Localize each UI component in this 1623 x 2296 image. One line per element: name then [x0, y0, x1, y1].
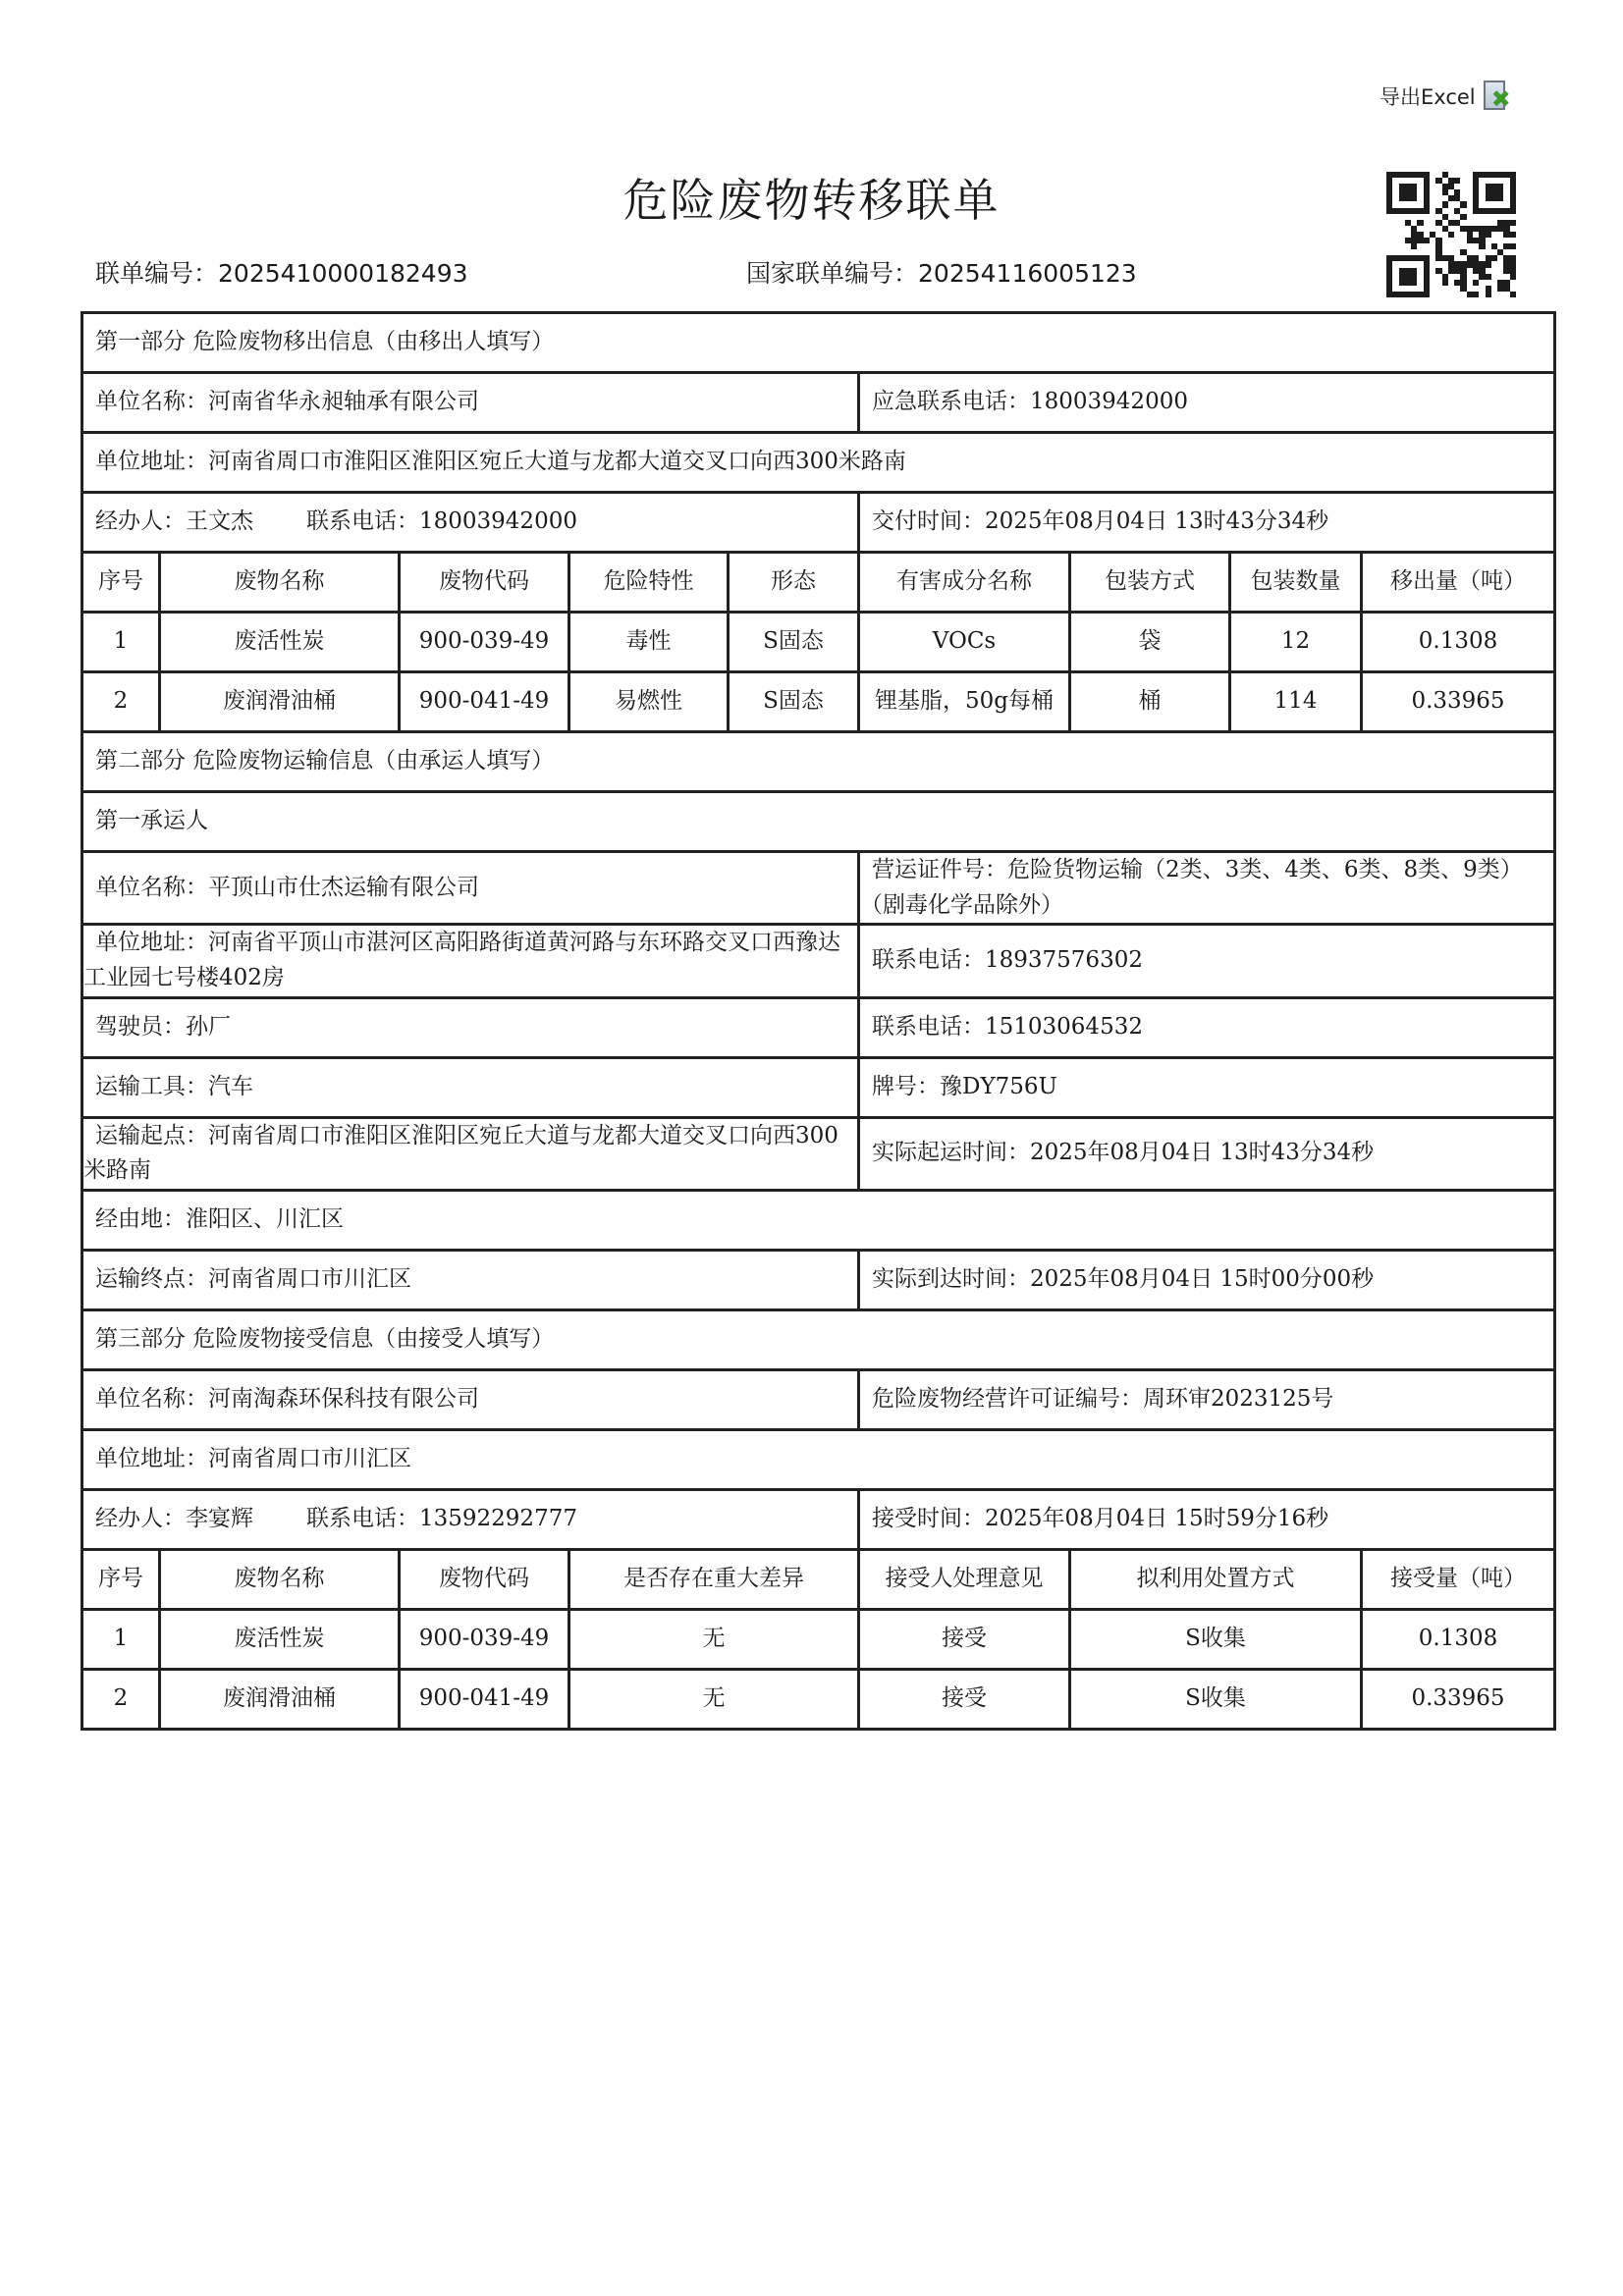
- part1-handler-cell: [82, 493, 859, 553]
- cell-form: S固态: [729, 672, 859, 732]
- part2-driver-phone: 联系电话：15103064532: [859, 997, 1555, 1057]
- col-header: 序号: [82, 1549, 160, 1609]
- col-header: 移出量（吨）: [1362, 553, 1555, 613]
- qr-module: [1510, 220, 1516, 226]
- cell-disposal-method: S收集: [1070, 1669, 1362, 1729]
- qr-module: [1486, 274, 1491, 280]
- cell-waste-code: 900-041-49: [400, 1669, 569, 1729]
- cell-discrepancy: 无: [569, 1609, 859, 1669]
- cell-discrepancy: 无: [569, 1669, 859, 1729]
- part3-handler-phone: 联系电话：13592292777: [306, 1506, 577, 1532]
- table-row: [82, 672, 1555, 732]
- carrier-heading: 第一承运人: [82, 792, 1555, 852]
- transfer-manifest-table: [81, 311, 1556, 1731]
- cell-package-count: 114: [1230, 672, 1362, 732]
- cell-waste-name: 废润滑油桶: [160, 1669, 400, 1729]
- export-excel-button[interactable]: [1380, 80, 1511, 112]
- cell-harmful-component: 锂基脂，50g每桶: [859, 672, 1070, 732]
- part3-columns-row: [82, 1549, 1555, 1609]
- cell-waste-code: 900-039-49: [400, 613, 569, 672]
- part1-handler: 经办人：王文杰: [95, 508, 253, 535]
- national-manifest-number: [746, 254, 1137, 290]
- manifest-number: [95, 254, 468, 290]
- part2-license: 营运证件号：危险货物运输（2类、3类、4类、6类、8类、9类）（剧毒化学品除外）: [859, 852, 1555, 925]
- cell-harmful-component: VOCs: [859, 613, 1070, 672]
- qr-module: [1424, 208, 1430, 214]
- cell-hazard: 毒性: [569, 613, 729, 672]
- part3-receive-time: 接受时间：2025年08月04日 15时59分16秒: [859, 1489, 1555, 1549]
- qr-module: [1510, 292, 1516, 297]
- qr-module: [1424, 238, 1430, 243]
- qr-module: [1486, 261, 1491, 267]
- part1-delivery-time: 交付时间：2025年08月04日 13时43分34秒: [859, 493, 1555, 553]
- cell-hazard: 易燃性: [569, 672, 729, 732]
- cell-quantity: 0.1308: [1362, 613, 1555, 672]
- table-row: [82, 1669, 1555, 1729]
- qr-module: [1460, 201, 1466, 207]
- part1-unit-address: 单位地址：河南省周口市淮阳区淮阳区宛丘大道与龙都大道交叉口向西300米路南: [82, 433, 1555, 493]
- col-header: 废物代码: [400, 553, 569, 613]
- part3-permit: 危险废物经营许可证编号：周环审2023125号: [859, 1369, 1555, 1429]
- part1-heading-row: [82, 313, 1555, 373]
- part3-unit-name: 单位名称：河南淘森环保科技有限公司: [82, 1369, 859, 1429]
- cell-index: 1: [82, 1609, 160, 1669]
- col-header: 拟利用处置方式: [1070, 1549, 1362, 1609]
- col-header: 废物名称: [160, 553, 400, 613]
- cell-received-quantity: 0.1308: [1362, 1609, 1555, 1669]
- part1-emergency-phone: 应急联系电话：18003942000: [859, 373, 1555, 433]
- part3-heading: 第三部分 危险废物接受信息（由接受人填写）: [82, 1309, 1555, 1369]
- cell-package-count: 12: [1230, 613, 1362, 672]
- part2-unit-name: 单位名称：平顶山市仕杰运输有限公司: [82, 852, 859, 925]
- cell-index: 1: [82, 613, 160, 672]
- col-header: 废物名称: [160, 1549, 400, 1609]
- part2-destination: 运输终点：河南省周口市川汇区: [82, 1250, 859, 1309]
- col-header: 包装方式: [1070, 553, 1230, 613]
- qr-module: [1479, 243, 1485, 249]
- cell-disposal-method: S收集: [1070, 1609, 1362, 1669]
- cell-waste-name: 废活性炭: [160, 1609, 400, 1669]
- national-number-value: 20254116005123: [918, 259, 1137, 288]
- col-header: 是否存在重大差异: [569, 1549, 859, 1609]
- col-header: 有害成分名称: [859, 553, 1070, 613]
- qr-module: [1460, 214, 1466, 220]
- qr-module: [1454, 178, 1460, 184]
- qr-module: [1510, 208, 1516, 214]
- col-header: 形态: [729, 553, 859, 613]
- qr-module: [1411, 280, 1417, 286]
- part2-vehicle: 运输工具：汽车: [82, 1057, 859, 1117]
- col-header: 序号: [82, 553, 160, 613]
- cell-form: S固态: [729, 613, 859, 672]
- col-header: 接受人处理意见: [859, 1549, 1070, 1609]
- qr-module: [1424, 292, 1430, 297]
- cell-waste-name: 废活性炭: [160, 613, 400, 672]
- cell-quantity: 0.33965: [1362, 672, 1555, 732]
- part2-origin: 运输起点：河南省周口市淮阳区淮阳区宛丘大道与龙都大道交叉口向西300米路南: [82, 1117, 859, 1190]
- cell-waste-code: 900-039-49: [400, 1609, 569, 1669]
- cell-received-quantity: 0.33965: [1362, 1669, 1555, 1729]
- qr-module: [1486, 292, 1491, 297]
- cell-waste-code: 900-041-49: [400, 672, 569, 732]
- qr-module: [1497, 195, 1503, 201]
- col-header: 废物代码: [400, 1549, 569, 1609]
- part2-arrival-time: 实际到达时间：2025年08月04日 15时00分00秒: [859, 1250, 1555, 1309]
- export-excel-label: 导出Excel: [1380, 85, 1476, 109]
- cell-index: 2: [82, 1669, 160, 1729]
- national-number-label: 国家联单编号：: [746, 259, 919, 288]
- part3-unit-address: 单位地址：河南省周口市川汇区: [82, 1429, 1555, 1489]
- qr-module: [1491, 255, 1497, 261]
- col-header: 包装数量: [1230, 553, 1362, 613]
- cell-packaging: 袋: [1070, 613, 1230, 672]
- cell-waste-name: 废润滑油桶: [160, 672, 400, 732]
- part3-handler: 经办人：李宴辉: [95, 1506, 253, 1532]
- part2-heading: 第二部分 危险废物运输信息（由承运人填写）: [82, 732, 1555, 792]
- manifest-number-label: 联单编号：: [95, 259, 219, 288]
- qr-module: [1411, 195, 1417, 201]
- part1-unit-name: 单位名称：河南省华永昶轴承有限公司: [82, 373, 859, 433]
- col-header: 接受量（吨）: [1362, 1549, 1555, 1609]
- qr-module: [1442, 280, 1448, 286]
- qr-module: [1417, 220, 1423, 226]
- part2-via: 经由地：淮阳区、川汇区: [82, 1190, 1555, 1250]
- part2-driver: 驾驶员：孙厂: [82, 997, 859, 1057]
- part2-unit-address: 单位地址：河南省平顶山市湛河区高阳路街道黄河路与东环路交叉口西豫达工业园七号楼402房: [82, 925, 859, 997]
- cell-index: 2: [82, 672, 160, 732]
- qr-module: [1510, 232, 1516, 238]
- part2-phone: 联系电话：18937576302: [859, 925, 1555, 997]
- part1-handler-phone: 联系电话：18003942000: [306, 508, 577, 535]
- part1-heading: 第一部分 危险废物移出信息（由移出人填写）: [82, 313, 1555, 373]
- qr-module: [1473, 280, 1479, 286]
- qr-code: [1386, 172, 1516, 297]
- cell-opinion: 接受: [859, 1609, 1070, 1669]
- part2-plate: 牌号：豫DY756U: [859, 1057, 1555, 1117]
- manifest-number-value: 2025410000182493: [218, 259, 468, 288]
- table-row: [82, 1609, 1555, 1669]
- qr-module: [1473, 292, 1479, 297]
- qr-module: [1486, 232, 1491, 238]
- cell-packaging: 桶: [1070, 672, 1230, 732]
- qr-module: [1448, 232, 1454, 238]
- cell-opinion: 接受: [859, 1669, 1070, 1729]
- col-header: 危险特性: [569, 553, 729, 613]
- part3-handler-cell: [82, 1489, 859, 1549]
- excel-icon: ✖: [1482, 80, 1511, 112]
- table-row: [82, 613, 1555, 672]
- qr-module: [1411, 243, 1417, 249]
- part2-departure-time: 实际起运时间：2025年08月04日 13时43分34秒: [859, 1117, 1555, 1190]
- page-title: 危险废物转移联单: [622, 174, 1001, 227]
- part1-columns-row: [82, 553, 1555, 613]
- qr-module: [1510, 274, 1516, 280]
- qr-module: [1442, 201, 1448, 207]
- qr-module: [1510, 243, 1516, 249]
